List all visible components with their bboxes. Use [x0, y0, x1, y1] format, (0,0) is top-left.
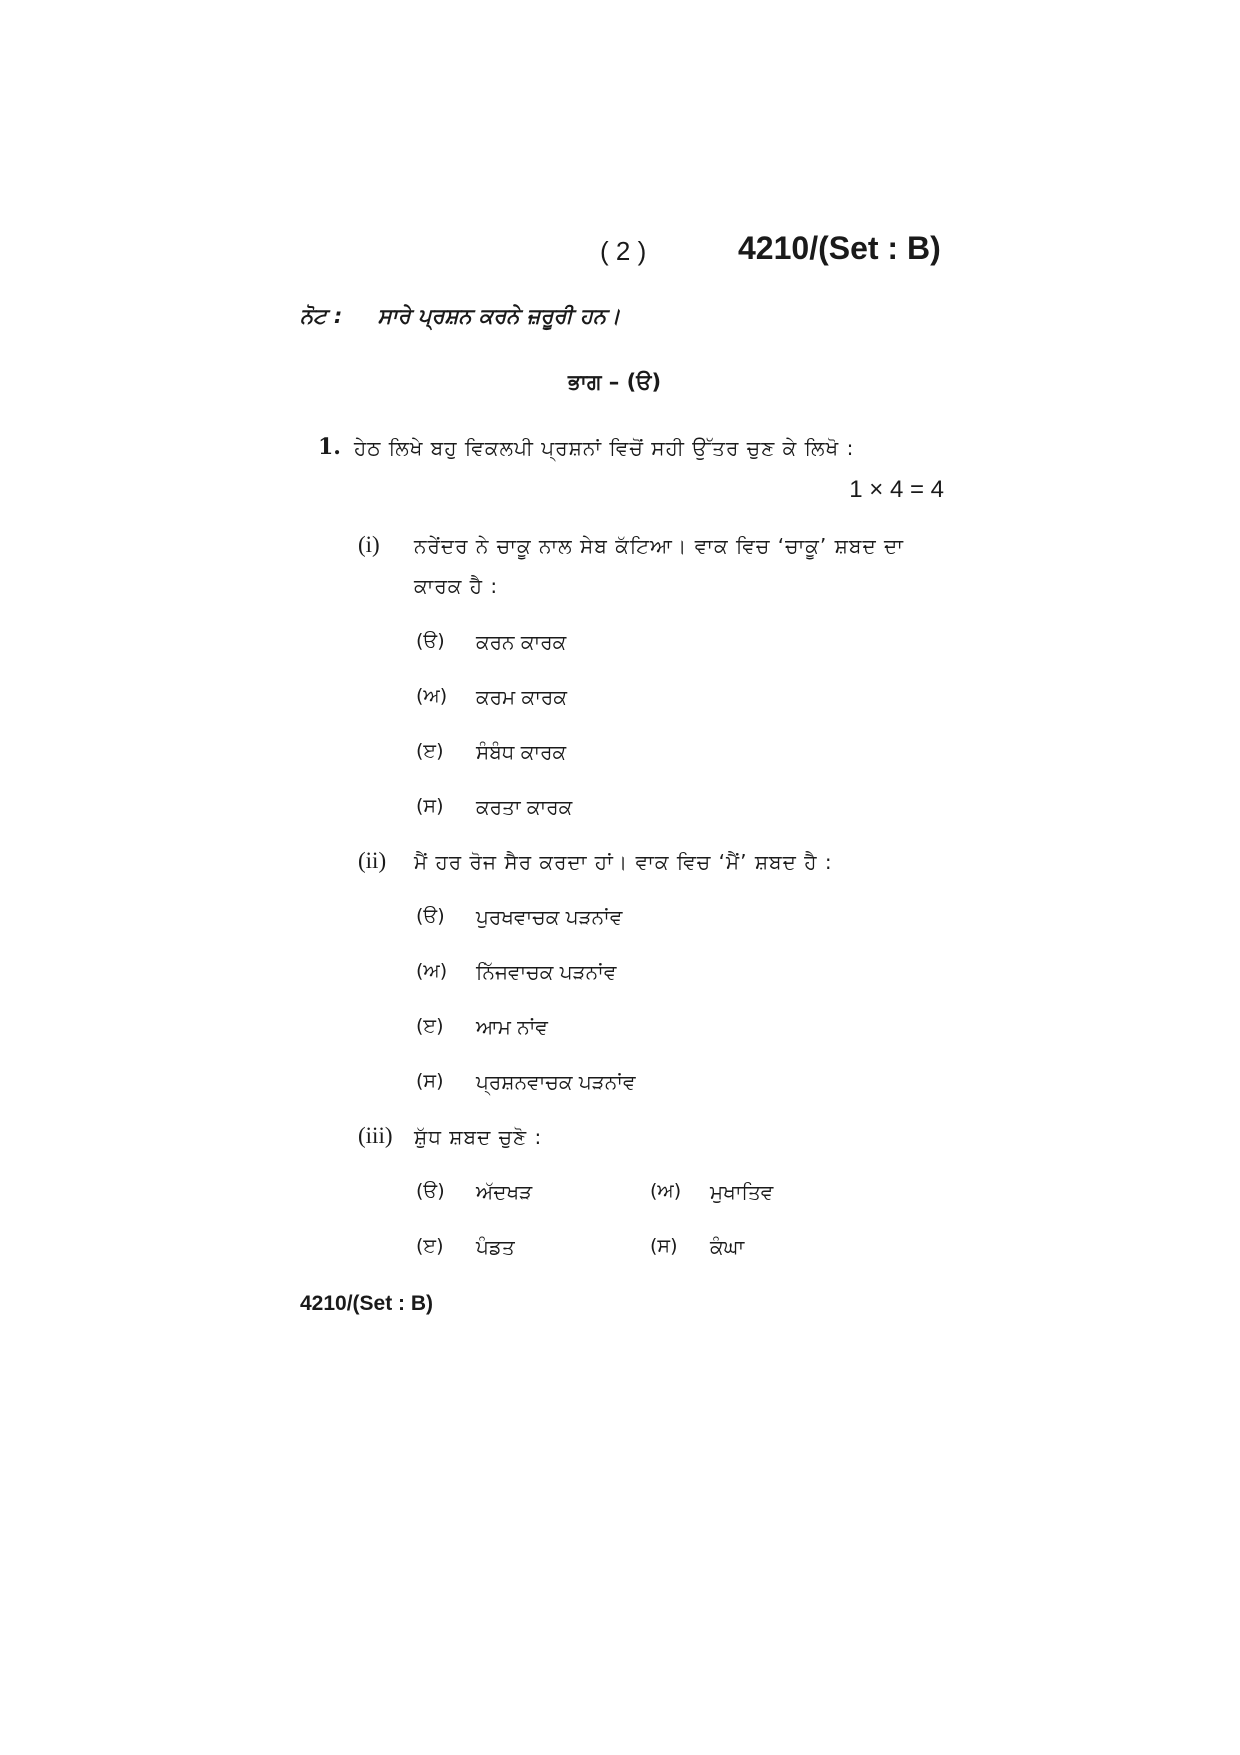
part-ii-option-d-text: ਪ੍ਰਸ਼ਨਵਾਚਕ ਪੜਨਾਂਵ [476, 1070, 636, 1094]
part-ii-option-b-text: ਨਿੱਜਵਾਚਕ ਪੜਨਾਂਵ [476, 960, 617, 984]
note-text: ਸਾਰੇ ਪ੍ਰਸ਼ਨ ਕਰਨੇ ਜ਼ਰੂਰੀ ਹਨ। [377, 304, 621, 328]
part-ii-option-a-text: ਪੁਰਖਵਾਚਕ ਪੜਨਾਂਵ [476, 905, 623, 929]
part-i-option-a-text: ਕਰਨ ਕਾਰਕ [476, 630, 567, 654]
page-number: ( 2 ) [600, 236, 647, 266]
paper-code-header: 4210/(Set : B) [738, 230, 941, 266]
part-i-option-d-label: (ਸ) [416, 795, 444, 817]
part-iii-option-b-text: ਮੁਖਾਤਿਵ [710, 1180, 774, 1204]
part-ii-option-c-label: (ੲ) [416, 1015, 444, 1037]
part-iii-option-b-label: (ਅ) [650, 1180, 682, 1202]
note [300, 304, 620, 329]
part-iii-option-c-text: ਪੰਡਤ [476, 1235, 515, 1259]
part-ii-number: (ii) [358, 848, 387, 873]
part-ii-option-d-label: (ਸ) [416, 1070, 444, 1092]
part-i-option-a-label: (ੳ) [416, 630, 445, 652]
part-i-option-c-text: ਸੰਬੰਧ ਕਾਰਕ [476, 740, 567, 764]
part-i-option-c-label: (ੲ) [416, 740, 444, 762]
part-i-option-b-text: ਕਰਮ ਕਾਰਕ [476, 685, 567, 709]
part-ii-option-c-text: ਆਮ ਨਾਂਵ [476, 1015, 548, 1039]
part-iii-number: (iii) [358, 1123, 393, 1148]
paper-code-footer: 4210/(Set : B) [300, 1292, 434, 1315]
part-ii-option-a-label: (ੳ) [416, 905, 445, 927]
section-title: ਭਾਗ – (ੳ) [568, 370, 662, 394]
question-marks: 1 × 4 = 4 [849, 476, 944, 503]
part-iii-option-a-label: (ੳ) [416, 1180, 445, 1202]
part-i-stem-line1: ਨਰੇਂਦਰ ਨੇ ਚਾਕੂ ਨਾਲ ਸੇਬ ਕੱਟਿਆ। ਵਾਕ ਵਿਚ ‘ਚਾਕੂ’ ਸ਼ਬਦ ਦਾ [414, 534, 905, 558]
part-ii-stem: ਮੈਂ ਹਰ ਰੋਜ ਸੈਰ ਕਰਦਾ ਹਾਂ। ਵਾਕ ਵਿਚ ‘ਮੈਂ’ ਸ਼ਬਦ ਹੈ : [414, 850, 833, 874]
part-i-number: (i) [358, 532, 380, 557]
question-text: ਹੇਠ ਲਿਖੇ ਬਹੁ ਵਿਕਲਪੀ ਪ੍ਰਸ਼ਨਾਂ ਵਿਚੋਂ ਸਹੀ ਉੱਤਰ ਚੁਣ ਕੇ ਲਿਖੋ : [354, 436, 855, 460]
note-label: ਨੋਟ : [300, 304, 343, 328]
part-i-stem-line2: ਕਾਰਕ ਹੈ : [414, 574, 499, 598]
part-iii-option-a-text: ਅੱਦਖੜ [476, 1180, 533, 1204]
part-ii-option-b-label: (ਅ) [416, 960, 448, 982]
question-number: 1. [318, 434, 341, 460]
part-iii-option-d-label: (ਸ) [650, 1235, 678, 1257]
part-iii-stem: ਸ਼ੁੱਧ ਸ਼ਬਦ ਚੁਣੋ : [414, 1125, 543, 1149]
part-iii-option-c-label: (ੲ) [416, 1235, 444, 1257]
part-iii-option-d-text: ਕੰਘਾ [710, 1235, 745, 1259]
part-i-option-d-text: ਕਰਤਾ ਕਾਰਕ [476, 795, 573, 819]
part-i-option-b-label: (ਅ) [416, 685, 448, 707]
